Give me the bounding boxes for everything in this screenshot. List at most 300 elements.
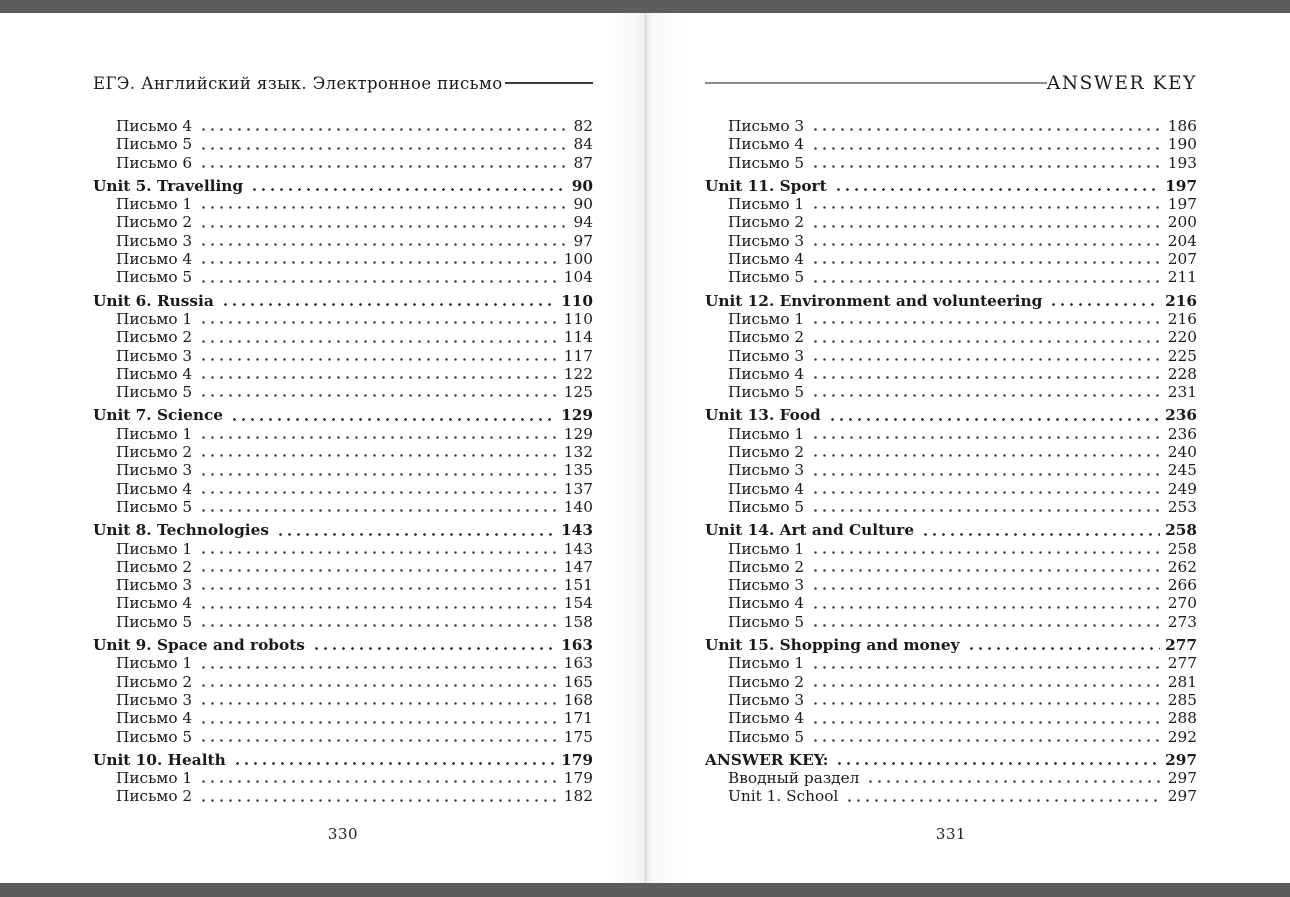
toc-entry-page-number: 249: [1167, 479, 1197, 498]
toc-entry-row: [93, 195, 593, 213]
toc-entry-label: Unit 1. School: [728, 787, 839, 806]
toc-entry-label: Unit 9. Space and robots: [93, 636, 305, 655]
toc-entry-label: Вводный раздел: [728, 769, 860, 788]
toc-entry-label: Письмо 1: [116, 539, 193, 558]
toc-entry-label: Письмо 5: [116, 383, 193, 402]
toc-entry-page-number: 220: [1167, 328, 1197, 347]
toc-entry-page-number: 154: [563, 594, 593, 613]
toc-unit-row: [93, 521, 593, 539]
dot-leader: [197, 453, 559, 458]
toc-entry-page-number: 137: [563, 479, 593, 498]
dot-leader: [228, 417, 556, 422]
toc-entry-page-number: 168: [563, 690, 593, 709]
toc-entry-label: Письмо 2: [728, 213, 805, 232]
toc-entry-row: [705, 673, 1197, 691]
toc-entry-label: Письмо 3: [728, 231, 805, 250]
dot-leader: [219, 302, 556, 307]
toc-entry-row: [93, 443, 593, 461]
toc-entry-row: [93, 461, 593, 479]
toc-entry-label: Unit 10. Health: [93, 750, 226, 769]
dot-leader: [248, 187, 567, 192]
toc-entry-page-number: 163: [563, 654, 593, 673]
toc-entry-label: Письмо 5: [728, 153, 805, 172]
dot-leader: [809, 146, 1163, 151]
dot-leader: [809, 586, 1163, 591]
toc-entry-page-number: 231: [1167, 383, 1197, 402]
toc-entry-page-number: 190: [1167, 135, 1197, 154]
toc-entry-row: [93, 673, 593, 691]
dot-leader: [1047, 302, 1160, 307]
dot-leader: [809, 550, 1163, 555]
dot-leader: [197, 260, 559, 265]
toc-entry-label: Письмо 4: [728, 709, 805, 728]
toc-entry-label: Письмо 1: [728, 539, 805, 558]
toc-entry-row: [705, 540, 1197, 558]
toc-entry-label: Письмо 1: [116, 309, 193, 328]
toc-entry-row: [705, 613, 1197, 631]
dot-leader: [826, 417, 1160, 422]
toc-entry-row: [93, 498, 593, 516]
toc-entry-row: [93, 425, 593, 443]
dot-leader: [197, 550, 559, 555]
dot-leader: [919, 532, 1160, 537]
toc-unit-row: [93, 292, 593, 310]
toc-entry-label: Письмо 5: [116, 727, 193, 746]
toc-unit-row: [705, 406, 1197, 424]
dot-leader: [197, 490, 559, 495]
toc-entry-row: [93, 613, 593, 631]
right-folio: 331: [935, 825, 967, 843]
dot-leader: [197, 738, 559, 743]
toc-entry-label: Письмо 4: [116, 709, 193, 728]
toc-unit-row: [93, 751, 593, 769]
toc-entry-label: Письмо 5: [116, 268, 193, 287]
toc-unit-row: [93, 636, 593, 654]
toc-entry-page-number: 171: [563, 709, 593, 728]
toc-entry-page-number: 179: [561, 750, 593, 769]
toc-entry-row: [705, 232, 1197, 250]
toc-entry-row: [705, 480, 1197, 498]
toc-entry-label: Письмо 2: [116, 443, 193, 462]
dot-leader: [809, 242, 1163, 247]
toc-entry-label: Письмо 2: [728, 443, 805, 462]
toc-entry-row: [93, 728, 593, 746]
toc-entry-page-number: 87: [573, 153, 593, 172]
toc-entry-label: Письмо 3: [728, 576, 805, 595]
toc-entry-label: Unit 7. Science: [93, 406, 224, 425]
toc-entry-page-number: 132: [563, 443, 593, 462]
dot-leader: [197, 375, 559, 380]
toc-entry-page-number: 125: [563, 383, 593, 402]
toc-entry-label: Письмо 5: [116, 612, 193, 631]
dot-leader: [809, 339, 1163, 344]
toc-entry-page-number: 110: [561, 291, 593, 310]
toc-entry-label: Unit 11. Sport: [705, 176, 827, 195]
dot-leader: [809, 701, 1163, 706]
toc-entry-page-number: 122: [563, 364, 593, 383]
dot-leader: [809, 472, 1163, 477]
left-folio: 330: [327, 825, 359, 843]
toc-entry-page-number: 216: [1167, 309, 1197, 328]
dot-leader: [809, 320, 1163, 325]
toc-unit-row: [705, 292, 1197, 310]
toc-entry-label: Письмо 3: [728, 461, 805, 480]
toc-entry-row: [705, 769, 1197, 787]
toc-unit-row: [705, 177, 1197, 195]
toc-entry-row: [705, 328, 1197, 346]
dot-leader: [843, 798, 1162, 803]
dot-leader: [197, 435, 559, 440]
toc-entry-label: Письмо 1: [728, 654, 805, 673]
dot-leader: [197, 393, 559, 398]
toc-entry-label: Письмо 1: [116, 769, 193, 788]
toc-entry-page-number: 292: [1167, 727, 1197, 746]
toc-entry-label: Письмо 4: [116, 594, 193, 613]
toc-entry-page-number: 117: [563, 346, 593, 365]
toc-entry-row: [93, 117, 593, 135]
toc-entry-row: [705, 654, 1197, 672]
toc-entry-page-number: 262: [1167, 557, 1197, 576]
toc-entry-page-number: 186: [1167, 117, 1197, 135]
toc-entry-page-number: 297: [1167, 787, 1197, 806]
toc-entry-row: [705, 558, 1197, 576]
toc-entry-label: Письмо 2: [728, 672, 805, 691]
toc-entry-label: Письмо 5: [728, 612, 805, 631]
toc-entry-label: Письмо 3: [116, 231, 193, 250]
toc-entry-page-number: 114: [563, 328, 593, 347]
right-running-title: ANSWER KEY: [1046, 72, 1197, 94]
toc-entry-page-number: 236: [1165, 406, 1197, 425]
toc-entry-page-number: 135: [563, 461, 593, 480]
dot-leader: [197, 623, 559, 628]
toc-entry-row: [705, 787, 1197, 805]
toc-entry-page-number: 258: [1167, 539, 1197, 558]
toc-entry-page-number: 110: [563, 309, 593, 328]
dot-leader: [197, 127, 568, 132]
toc-entry-label: Письмо 2: [116, 672, 193, 691]
toc-entry-label: Письмо 1: [728, 309, 805, 328]
toc-entry-page-number: 90: [573, 195, 593, 214]
toc-entry-row: [705, 728, 1197, 746]
dot-leader: [197, 568, 559, 573]
toc-unit-row: [93, 406, 593, 424]
dot-leader: [197, 779, 559, 784]
toc-entry-page-number: 143: [563, 539, 593, 558]
right-page: [705, 70, 1197, 843]
toc-entry-label: Письмо 2: [116, 213, 193, 232]
toc-entry-label: Письмо 5: [116, 135, 193, 154]
toc-entry-label: Письмо 4: [728, 479, 805, 498]
toc-entry-label: Письмо 2: [116, 787, 193, 806]
toc-entry-label: Письмо 4: [728, 135, 805, 154]
dot-leader: [197, 683, 559, 688]
toc-entry-page-number: 240: [1167, 443, 1197, 462]
toc-entry-label: Письмо 4: [728, 594, 805, 613]
toc-entry-label: Письмо 2: [728, 328, 805, 347]
toc-entry-label: Письмо 4: [728, 364, 805, 383]
dot-leader: [274, 532, 556, 537]
toc-entry-row: [705, 347, 1197, 365]
toc-entry-page-number: 253: [1167, 497, 1197, 516]
left-toc: [93, 117, 593, 806]
dot-leader: [197, 586, 559, 591]
toc-entry-page-number: 211: [1167, 268, 1197, 287]
toc-entry-label: Письмо 4: [116, 479, 193, 498]
toc-entry-page-number: 140: [563, 497, 593, 516]
dot-leader: [197, 472, 559, 477]
toc-entry-page-number: 258: [1165, 521, 1197, 540]
dot-leader: [833, 761, 1160, 766]
toc-entry-page-number: 297: [1165, 750, 1197, 769]
toc-entry-page-number: 163: [561, 636, 593, 655]
toc-entry-label: Письмо 3: [728, 117, 805, 135]
toc-entry-page-number: 165: [563, 672, 593, 691]
toc-entry-row: [93, 250, 593, 268]
toc-entry-page-number: 147: [563, 557, 593, 576]
dot-leader: [197, 357, 559, 362]
dot-leader: [809, 260, 1163, 265]
toc-entry-label: Письмо 3: [728, 346, 805, 365]
toc-entry-page-number: 158: [563, 612, 593, 631]
toc-entry-label: Письмо 4: [116, 364, 193, 383]
dot-leader: [809, 568, 1163, 573]
right-toc: [705, 117, 1197, 806]
toc-entry-row: [93, 154, 593, 172]
left-running-title: ЕГЭ. Английский язык. Электронное письмо: [93, 73, 503, 93]
toc-entry-page-number: 129: [563, 424, 593, 443]
dot-leader: [809, 164, 1163, 169]
toc-entry-label: Письмо 5: [728, 383, 805, 402]
toc-entry-row: [705, 154, 1197, 172]
toc-unit-row: [705, 636, 1197, 654]
toc-entry-row: [93, 540, 593, 558]
toc-entry-page-number: 245: [1167, 461, 1197, 480]
toc-entry-page-number: 277: [1167, 654, 1197, 673]
dot-leader: [231, 761, 556, 766]
toc-entry-label: Unit 8. Technologies: [93, 521, 269, 540]
toc-entry-row: [93, 232, 593, 250]
toc-entry-label: Письмо 5: [116, 497, 193, 516]
toc-entry-row: [93, 213, 593, 231]
dot-leader: [809, 605, 1163, 610]
dot-leader: [197, 279, 559, 284]
dot-leader: [809, 357, 1163, 362]
toc-entry-row: [705, 461, 1197, 479]
dot-leader: [197, 701, 559, 706]
toc-unit-row: [705, 521, 1197, 539]
toc-entry-label: Письмо 1: [116, 195, 193, 214]
dot-leader: [197, 224, 568, 229]
toc-entry-row: [93, 480, 593, 498]
dot-leader: [809, 738, 1163, 743]
left-page: [93, 70, 593, 843]
toc-entry-page-number: 94: [573, 213, 593, 232]
toc-entry-label: Unit 13. Food: [705, 406, 821, 425]
toc-entry-page-number: 90: [571, 176, 593, 195]
toc-entry-row: [705, 691, 1197, 709]
toc-entry-page-number: 266: [1167, 576, 1197, 595]
toc-entry-label: Письмо 4: [728, 250, 805, 269]
toc-entry-row: [705, 594, 1197, 612]
toc-entry-row: [93, 769, 593, 787]
toc-entry-row: [93, 787, 593, 805]
dot-leader: [197, 339, 559, 344]
toc-entry-page-number: 197: [1165, 176, 1197, 195]
toc-entry-page-number: 179: [563, 769, 593, 788]
toc-entry-page-number: 204: [1167, 231, 1197, 250]
toc-entry-row: [705, 425, 1197, 443]
toc-entry-row: [705, 443, 1197, 461]
toc-entry-label: Unit 12. Environment and volunteering: [705, 291, 1043, 310]
dot-leader: [197, 205, 568, 210]
toc-entry-label: Письмо 2: [116, 328, 193, 347]
right-header-rule: [705, 82, 1047, 84]
toc-entry-label: Письмо 4: [116, 250, 193, 269]
dot-leader: [809, 508, 1163, 513]
dot-leader: [809, 720, 1163, 725]
dot-leader: [809, 683, 1163, 688]
toc-entry-row: [93, 135, 593, 153]
dot-leader: [809, 665, 1163, 670]
toc-entry-label: Письмо 5: [728, 497, 805, 516]
toc-entry-row: [93, 347, 593, 365]
toc-entry-row: [93, 691, 593, 709]
toc-entry-page-number: 281: [1167, 672, 1197, 691]
toc-entry-page-number: 225: [1167, 346, 1197, 365]
toc-entry-page-number: 97: [573, 231, 593, 250]
dot-leader: [809, 453, 1163, 458]
right-page-header: [705, 70, 1197, 96]
toc-entry-page-number: 129: [561, 406, 593, 425]
page-gutter-shadow: [608, 13, 684, 883]
toc-entry-page-number: 193: [1167, 153, 1197, 172]
toc-entry-page-number: 277: [1165, 636, 1197, 655]
toc-entry-page-number: 175: [563, 727, 593, 746]
toc-entry-label: Письмо 1: [116, 654, 193, 673]
dot-leader: [197, 720, 559, 725]
viewer-bottom-bar: [0, 883, 1290, 897]
page-gutter-line: [645, 13, 646, 883]
dot-leader: [197, 164, 568, 169]
toc-entry-page-number: 285: [1167, 690, 1197, 709]
toc-entry-row: [705, 310, 1197, 328]
dot-leader: [864, 779, 1162, 784]
dot-leader: [197, 508, 559, 513]
toc-entry-page-number: 236: [1167, 424, 1197, 443]
toc-entry-row: [93, 383, 593, 401]
toc-entry-label: Письмо 1: [728, 424, 805, 443]
toc-entry-page-number: 104: [563, 268, 593, 287]
dot-leader: [809, 279, 1163, 284]
toc-unit-row: [705, 751, 1197, 769]
toc-entry-row: [93, 310, 593, 328]
dot-leader: [809, 490, 1163, 495]
toc-entry-label: ANSWER KEY:: [705, 750, 829, 769]
toc-unit-row: [93, 177, 593, 195]
toc-entry-row: [705, 576, 1197, 594]
dot-leader: [832, 187, 1160, 192]
dot-leader: [310, 646, 556, 651]
dot-leader: [197, 242, 568, 247]
dot-leader: [809, 623, 1163, 628]
toc-entry-page-number: 197: [1167, 195, 1197, 214]
toc-entry-label: Письмо 4: [116, 117, 193, 135]
toc-entry-row: [705, 135, 1197, 153]
dot-leader: [197, 665, 559, 670]
toc-entry-page-number: 216: [1165, 291, 1197, 310]
toc-entry-row: [93, 558, 593, 576]
toc-entry-page-number: 100: [563, 250, 593, 269]
toc-entry-row: [705, 365, 1197, 383]
dot-leader: [809, 375, 1163, 380]
toc-entry-row: [93, 365, 593, 383]
dot-leader: [809, 205, 1163, 210]
dot-leader: [965, 646, 1161, 651]
toc-entry-page-number: 207: [1167, 250, 1197, 269]
toc-entry-row: [705, 268, 1197, 286]
toc-entry-row: [93, 709, 593, 727]
toc-entry-label: Письмо 3: [116, 576, 193, 595]
toc-entry-row: [705, 498, 1197, 516]
dot-leader: [809, 393, 1163, 398]
toc-entry-label: Письмо 2: [116, 557, 193, 576]
toc-entry-label: Письмо 1: [116, 424, 193, 443]
toc-entry-page-number: 228: [1167, 364, 1197, 383]
dot-leader: [197, 320, 559, 325]
viewer-top-bar: [0, 0, 1290, 13]
toc-entry-label: Письмо 5: [728, 727, 805, 746]
left-header-rule: [505, 82, 593, 84]
toc-entry-row: [93, 654, 593, 672]
toc-entry-page-number: 151: [563, 576, 593, 595]
toc-entry-page-number: 82: [573, 117, 593, 135]
toc-entry-label: Письмо 5: [728, 268, 805, 287]
toc-entry-label: Письмо 1: [728, 195, 805, 214]
toc-entry-label: Unit 5. Travelling: [93, 176, 244, 195]
toc-entry-label: Письмо 3: [116, 461, 193, 480]
toc-entry-page-number: 84: [573, 135, 593, 154]
toc-entry-row: [93, 328, 593, 346]
toc-entry-page-number: 143: [561, 521, 593, 540]
dot-leader: [809, 224, 1163, 229]
dot-leader: [809, 435, 1163, 440]
left-page-header: [93, 70, 593, 96]
toc-entry-label: Письмо 3: [116, 690, 193, 709]
toc-entry-label: Unit 14. Art and Culture: [705, 521, 915, 540]
toc-entry-page-number: 288: [1167, 709, 1197, 728]
toc-entry-row: [93, 594, 593, 612]
dot-leader: [809, 127, 1163, 132]
toc-entry-row: [93, 268, 593, 286]
toc-entry-page-number: 200: [1167, 213, 1197, 232]
toc-entry-label: Письмо 6: [116, 153, 193, 172]
toc-entry-label: Письмо 3: [116, 346, 193, 365]
toc-entry-row: [705, 213, 1197, 231]
dot-leader: [197, 798, 559, 803]
toc-entry-page-number: 270: [1167, 594, 1197, 613]
dot-leader: [197, 146, 568, 151]
toc-entry-row: [705, 709, 1197, 727]
toc-entry-row: [705, 117, 1197, 135]
toc-entry-label: Письмо 2: [728, 557, 805, 576]
toc-entry-label: Unit 15. Shopping and money: [705, 636, 960, 655]
toc-entry-page-number: 297: [1167, 769, 1197, 788]
toc-entry-row: [705, 195, 1197, 213]
toc-entry-row: [93, 576, 593, 594]
toc-entry-row: [705, 250, 1197, 268]
toc-entry-label: Письмо 3: [728, 690, 805, 709]
toc-entry-label: Unit 6. Russia: [93, 291, 214, 310]
